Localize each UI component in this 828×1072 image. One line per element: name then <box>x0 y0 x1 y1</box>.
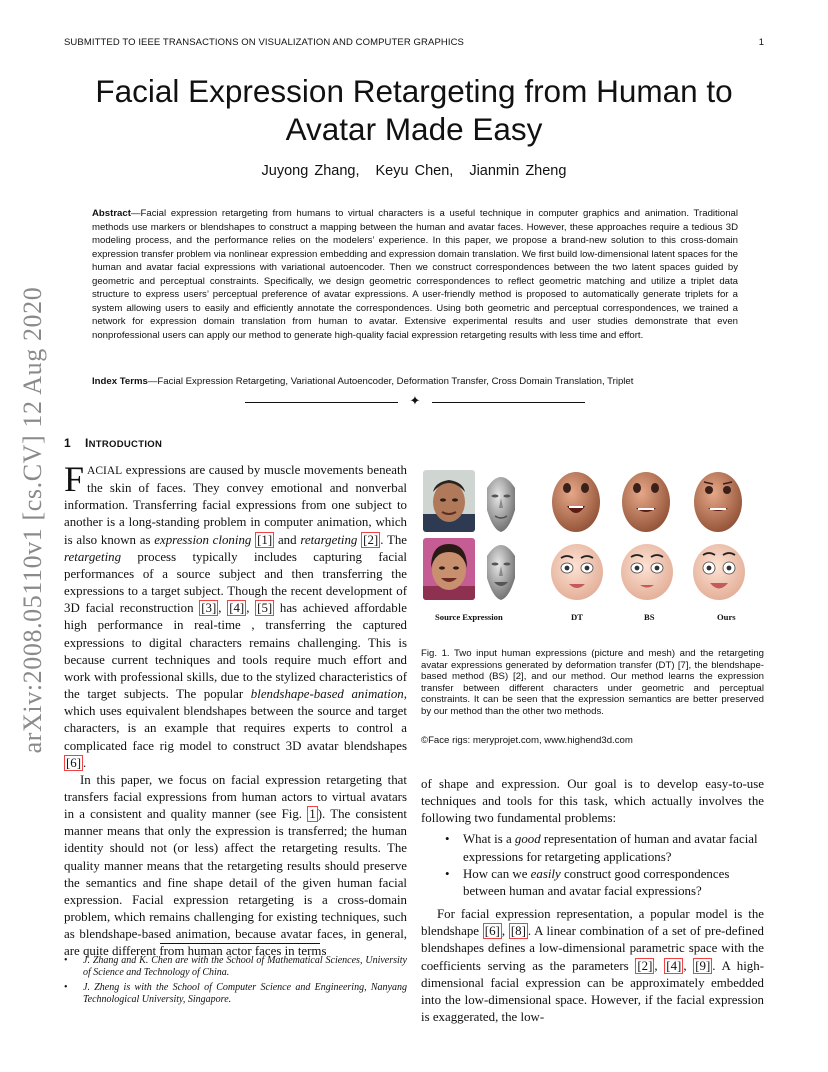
figure-1 <box>421 462 764 632</box>
figure-credit: ©Face rigs: meryprojet.com, www.highend3d.com <box>421 735 633 746</box>
citation-link[interactable]: [9] <box>695 958 711 973</box>
text-run: How can we <box>463 866 531 881</box>
footnote-rule <box>160 943 320 944</box>
citation-link[interactable]: [2] <box>637 958 653 973</box>
citation-link[interactable]: [8] <box>510 924 526 939</box>
text-run: . The <box>380 532 407 547</box>
section-divider <box>245 393 585 408</box>
citation-link[interactable]: [5] <box>257 601 273 616</box>
left-column <box>64 459 408 961</box>
figure-caption: Fig. 1. Two input human expressions (picture and mesh) and the retargeting avatar expressions generated by deformation transfer (DT) [7], the blendshape-based method (BS) [2], and our method. Our method learns the expression transfer between different characters under geometric and perceptual constraints. It can be seen that the expression semantics are better preserved by our method than the other two methods. <box>421 648 764 717</box>
abstract <box>92 207 738 342</box>
footnote: • J. Zhang and K. Chen are with the School of Mathematical Sciences, University of Science and Technology of China. <box>64 955 407 980</box>
footnotes <box>64 955 407 1009</box>
right-paragraph-1: of shape and expression. Our goal is to develop easy-to-use techniques and tools for this task, which actually involves the following two fundamental problems: <box>421 777 764 826</box>
right-paragraph-2: For facial expression representation, a popular model is the blendshape [6] , [8] . A linear combination of a set of pre-defined blendshapes defines a low-dimensional parametric space with the coefficients serving as the parameters [2] , [4] , [9] . A high-dimensional facial expression can be approximately embedded into the low-dimensional space. However, if the facial expression is exaggerated, the low- <box>421 907 764 1025</box>
citation-link[interactable]: [3] <box>201 601 217 616</box>
citation-link[interactable]: [2] <box>363 532 379 547</box>
citation-link[interactable]: [1] <box>257 532 273 547</box>
intro-paragraph-1: FACIAL expressions are caused by muscle movements beneath the skin of faces. They convey emotional and nonverbal information. Transferring facial expressions from one subject to another is a long-standing problem in computer animation, which is also known as expression cloning [1] and retargeting [2] . The retargeting process typically includes capturing facial performances of a source subject and then transferring the expressions to a target subject. Though the recent development of 3D facial reconstruction [3] , [4] , [5] has achieved affordable high performance in real-time , transferring the captured expressions to digital characters remains challenging. This is because current techniques and tools require much effort and work with professional skills, due to the stylized characteristics of the target subjects. The popular blendshape-based animation, which uses equivalent blendshapes between the source and target characters, is an example that requires experts to control a complicated face rig model to construct 3D avatar blendshapes [6] . <box>64 459 408 770</box>
right-column <box>421 776 764 1026</box>
figure-label-source: Source Expression <box>435 612 503 622</box>
section-title-rest: NTRODUCTION <box>88 439 163 450</box>
text-run: ). The consistent manner means that only the expression is transferred; the human identity should not (or less) affect the retargeting results. The quality manner means that the retargeting results should preserve the semantics and fine shape detail of the given human facial expression. Facial expression retargeting is a cross-domain problem, which remains challenging for existing techniques, such as blendshape-based animation, because avatar faces, in general, are quite different from human actor faces in terms <box>64 807 408 959</box>
text-run: process typically includes capturing facial performances of a source subject and then transferring the expressions to a target subject. Though the recent development of 3D facial reconstruction <box>64 549 407 616</box>
section-title-initial: I <box>84 436 89 450</box>
citation-link[interactable]: [6] <box>66 755 82 770</box>
author-name: Juyong Zhang, <box>261 163 360 179</box>
citation-link[interactable]: [6] <box>484 924 500 939</box>
intro-paragraph-2 <box>64 772 407 961</box>
avatar-dt-row2 <box>549 538 605 604</box>
footnote: • J. Zheng is with the School of Computer Science and Engineering, Nanyang Technological University, Singapore. <box>64 982 407 1007</box>
text-run: representation of human and avatar facial expressions for retargeting applications? <box>463 832 758 864</box>
index-terms <box>92 375 738 388</box>
source-photo-woman <box>423 538 475 600</box>
paper-title: Facial Expression Retargeting from Human to Avatar Made Easy <box>95 73 733 147</box>
emphasis: expression cloning <box>154 532 252 547</box>
arxiv-stamp <box>18 280 48 760</box>
text-run: , which uses equivalent blendshapes between the source and target characters, is an example that requires experts to control a complicated face rig model to construct 3D avatar blendshapes <box>64 687 407 753</box>
emphasis: blendshape-based animation <box>250 687 404 702</box>
emphasis: retargeting <box>300 532 358 547</box>
figure-label-bs: BS <box>644 612 655 622</box>
text-run: In this paper, we focus on facial expression retargeting that transfers facial expressions from human actors to virtual avatars in a consistent and quality manner (see Fig. <box>64 772 407 822</box>
emphasis: good <box>514 832 541 847</box>
text-run: . A linear combination of a set of pre-defined blendshapes defines a low-dimensional parametric space with the coefficients serving as the parameters <box>421 924 764 973</box>
running-head: SUBMITTED TO IEEE TRANSACTIONS ON VISUALIZATION AND COMPUTER GRAPHICS <box>64 37 464 48</box>
problem-list <box>421 831 764 900</box>
small-caps-word: ACIAL <box>87 465 123 477</box>
author-list <box>64 163 764 179</box>
avatar-bs-row1 <box>619 466 673 534</box>
source-mesh-man <box>481 468 521 534</box>
index-terms-label: Index Terms <box>92 376 148 387</box>
section-heading <box>64 436 162 450</box>
abstract-text: —Facial expression retargeting from humans to virtual characters is a useful technique in computer graphics and animation. Traditional methods use markers or blendshapes to construct a mapping between the human and avatar faces. However, these approaches require a tedious 3D modeling process, and the performance relies on the modelers’ experience. In this paper, we propose a brand-new solution to this cross-domain expression transfer problem via nonlinear expression embedding and expression domain translation. We first build low-dimensional latent spaces for the human and avatar facial expressions with variational autoencoder. Then we construct correspondences between the two latent spaces guided by geometric and perceptual constraints. Specifically, we design geometric correspondences to reflect geometric matching and utilize a triplet data structure to express users’ perceptual preference of avatar expressions. A user-friendly method is proposed to automatically generate triplets for a system allowing users to easily and efficiently annotate the correspondences. Using both geometric and perceptual correspondences, we trained a network for expression domain translation from human to avatar. Extensive experimental results and user studies demonstrate that even nonprofessional users can apply our method to generate high-quality facial expression retargeting results with less time and effort. <box>92 208 738 341</box>
page-number: 1 <box>758 37 764 48</box>
text-run: expressions are caused by muscle movements beneath the skin of faces. They convey emotional and nonverbal information. Transferring facial expressions from one subject to another is a long-standing problem in computer animation, which is also known as <box>64 463 407 547</box>
text-run: What is a <box>463 832 515 847</box>
arxiv-stamp-text: arXiv:2008.05110v1 [cs.CV] 12 Aug 2020 <box>18 286 47 754</box>
list-item <box>421 866 764 900</box>
text-run: . A high-dimensional facial expression can be approximately embedded into the low-dimensional space. However, if the facial expression is exaggerated, the low- <box>421 958 764 1025</box>
citation-link[interactable]: [4] <box>666 958 682 973</box>
diamond-star-icon: ✦ <box>409 393 421 408</box>
text-run: has achieved affordable high performance in real-time , transferring the captured expressions to digital characters remains challenging. This is because current techniques and tools require much effort and work with professional skills, due to the stylized characteristics of the target subjects. The popular <box>64 601 408 702</box>
drop-cap: F <box>64 459 85 499</box>
citation-link[interactable]: [4] <box>229 601 245 616</box>
emphasis: retargeting <box>64 549 122 564</box>
avatar-dt-row1 <box>549 466 603 534</box>
figure-link[interactable]: 1 <box>309 807 316 822</box>
figure-label-dt: DT <box>571 612 583 622</box>
text-run: and <box>274 532 301 547</box>
source-photo-man <box>423 470 475 532</box>
index-terms-text: —Facial Expression Retargeting, Variational Autoencoder, Deformation Transfer, Cross Domain Translation, Triplet <box>147 376 634 387</box>
author-name: Jianmin Zheng <box>469 163 567 179</box>
emphasis: easily <box>530 866 561 881</box>
text-run: For facial expression representation, a popular model is the blendshape <box>421 907 764 939</box>
avatar-ours-row2 <box>691 538 747 604</box>
text-run: construct good correspondences between human and avatar facial expressions? <box>463 866 730 898</box>
list-item <box>421 831 764 865</box>
author-name: Keyu Chen, <box>375 163 454 179</box>
figure-label-ours: Ours <box>717 612 736 622</box>
abstract-label: Abstract <box>92 208 131 219</box>
avatar-ours-row1 <box>691 466 745 534</box>
section-number: 1 <box>64 436 71 450</box>
source-mesh-woman <box>481 536 521 602</box>
avatar-bs-row2 <box>619 538 675 604</box>
